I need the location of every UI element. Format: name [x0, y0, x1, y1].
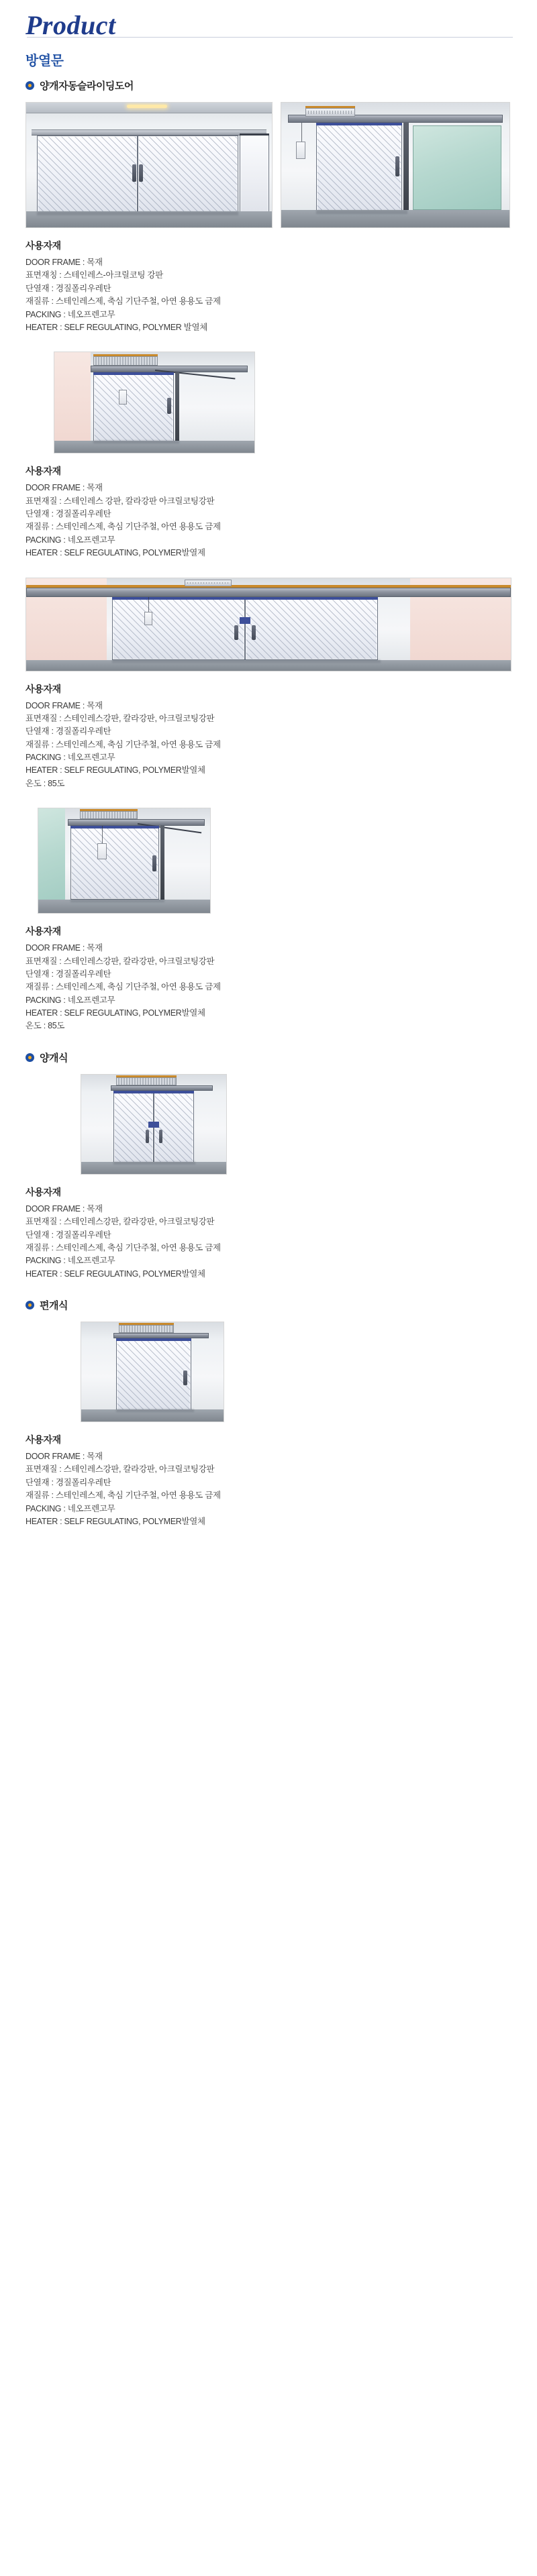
- spec-line: PACKING : 네오프렌고무: [26, 753, 115, 762]
- spec-line: HEATER : SELF REGULATING, POLYMER 발열체: [26, 322, 208, 332]
- spec-block: [26, 239, 537, 334]
- spec-line: 표면재질 : 스테인레스강판, 칼라강판, 아크릴코팅강판: [26, 1464, 215, 1474]
- spec-line: 단열재 : 경질폴리우레탄: [26, 509, 111, 519]
- leaf-top-trim: [113, 1091, 194, 1093]
- control-box: [119, 390, 127, 405]
- spec-line: HEATER : SELF REGULATING, POLYMER발열체: [26, 765, 205, 775]
- photo-row: [26, 578, 537, 672]
- spec-block: [26, 1433, 537, 1528]
- motor-vent-icon: [187, 582, 229, 584]
- spec-line: PACKING : 네오프렌고무: [26, 995, 115, 1005]
- spec-line: 단열재 : 경질폴리우레탄: [26, 1477, 111, 1487]
- spec-line: 표면재질 : 스테인레스강판, 칼라강판, 아크릴코팅강판: [26, 956, 215, 966]
- header-duct: [119, 1325, 174, 1333]
- door-handle: [152, 855, 156, 871]
- spec-line: 재질류 : 스테인레스제, 축심 기단주철, 아연 용용도 금제: [26, 1491, 221, 1501]
- spec-block: [26, 1185, 537, 1281]
- leaf-top-trim: [112, 597, 378, 600]
- spec-line: 재질류 : 스테인레스제, 축심 기단주철, 아연 용용도 금제: [26, 982, 221, 992]
- power-cable: [148, 597, 149, 612]
- leaf-top-trim: [316, 123, 402, 125]
- far-door-header: [240, 133, 269, 136]
- leaf-top-trim: [93, 372, 174, 375]
- center-lock: [240, 617, 250, 624]
- door-handle-right: [159, 1130, 162, 1143]
- spec-line: DOOR FRAME : 목재: [26, 943, 103, 953]
- spec-line: PACKING : 네오프렌고무: [26, 1256, 115, 1266]
- sub-heading-double-type: [26, 1051, 537, 1065]
- control-panel: [97, 843, 107, 859]
- duct-top-trim: [119, 1323, 174, 1325]
- sub-heading-label: 양개자동슬라이딩도어: [40, 80, 134, 92]
- spec-line: PACKING : 네오프렌고무: [26, 309, 115, 319]
- power-cable: [102, 826, 103, 843]
- spec-line: HEATER : SELF REGULATING, POLYMER발열제: [26, 548, 205, 558]
- spec-line: DOOR FRAME : 목재: [26, 483, 103, 493]
- spec-line: HEATER : SELF REGULATING, POLYMER발열체: [26, 1516, 205, 1526]
- door-jamb: [403, 123, 409, 213]
- spec-block: [26, 924, 537, 1033]
- double-type-manual-door-photo: [81, 1074, 227, 1175]
- spec-line: 단열재 : 경질폴리우레탄: [26, 1230, 111, 1240]
- motor-top-trim: [80, 809, 138, 811]
- bullet-dot-icon: [26, 81, 34, 90]
- sub-heading-label: 양개식: [40, 1052, 68, 1064]
- sliding-door-motor-overhead-photo: [54, 352, 255, 453]
- door-leaf: [316, 123, 402, 213]
- cold-room-sliding-door-closed-photo: [26, 102, 273, 228]
- spec-line: 재질류 : 스테인레스제, 축심 기단주철, 아연 용용도 금제: [26, 1242, 221, 1252]
- spec-line: 재질류 : 스테인레스제, 축심 기단주철, 아연 용용도 금제: [26, 522, 221, 532]
- spec-title: 사용자재: [26, 240, 61, 251]
- photo-row: [54, 352, 537, 453]
- floor-shadow: [70, 899, 164, 902]
- control-box: [144, 612, 152, 625]
- spec-title: 사용자재: [26, 926, 61, 937]
- side-wall-green: [38, 808, 65, 913]
- drive-motor-unit: [305, 108, 355, 117]
- door-leaf-left: [113, 1091, 154, 1163]
- green-panel-wall: [413, 125, 501, 210]
- door-handle-left: [146, 1130, 149, 1143]
- spec-line: DOOR FRAME : 목재: [26, 700, 103, 710]
- cold-room-sliding-door-open-photo: [281, 102, 510, 228]
- spec-line: DOOR FRAME : 목재: [26, 258, 103, 267]
- rail-housing: [111, 1085, 213, 1091]
- motor-vent-icon: [308, 111, 352, 114]
- photo-row: [38, 808, 537, 914]
- spec-line: 표면재질 : 스테인레스 강판, 칼라강판 아크릴코팅강판: [26, 496, 215, 506]
- spec-line: 온도 : 85도: [26, 1021, 65, 1031]
- drive-motor-unit: [93, 356, 158, 366]
- spec-line: HEATER : SELF REGULATING, POLYMER발열체: [26, 1008, 205, 1018]
- door-leaf: [93, 372, 174, 442]
- side-wall-warm: [54, 352, 91, 453]
- spec-line: PACKING : 네오프렌고무: [26, 1503, 115, 1513]
- photo-row: [26, 102, 537, 228]
- spec-line: HEATER : SELF REGULATING, POLYMER발열체: [26, 1269, 205, 1279]
- spec-line: 재질류 : 스테인레스제, 축심 기단주철, 아연 용용도 금제: [26, 739, 221, 749]
- sub-heading-single-type: [26, 1298, 537, 1312]
- door-handle-right: [139, 164, 143, 182]
- far-door-leaf: [240, 133, 269, 214]
- floor-shadow: [112, 659, 381, 663]
- door-handle: [183, 1371, 187, 1385]
- door-leaf-left: [112, 597, 245, 660]
- door-handle: [167, 398, 171, 414]
- spec-line: 표면재칭 : 스테인레스-아크릴코팅 강판: [26, 270, 163, 280]
- power-cable: [301, 123, 302, 142]
- bullet-dot-icon: [26, 1301, 34, 1309]
- spec-line: DOOR FRAME : 목재: [26, 1203, 103, 1214]
- door-handle: [395, 156, 399, 176]
- door-leaf-right: [154, 1091, 194, 1163]
- floor-shadow: [116, 1409, 194, 1412]
- sliding-door-with-control-panel-photo: [38, 808, 211, 914]
- double-leaf-sliding-door-wide-photo: [26, 578, 511, 672]
- spec-block: [26, 464, 537, 559]
- floor-shadow: [37, 211, 238, 215]
- page-header: [0, 0, 537, 46]
- spec-line: PACKING : 네오프렌고무: [26, 535, 115, 545]
- spec-title: 사용자재: [26, 1434, 61, 1445]
- door-leaf-left: [37, 136, 138, 213]
- spec-line: 표면재질 : 스테인레스강판, 칼라강판, 아크릴코팅강판: [26, 1217, 215, 1227]
- motor-top-trim: [305, 106, 355, 108]
- rail-housing: [68, 819, 205, 826]
- door-rail: [32, 129, 266, 136]
- spec-title: 사용자재: [26, 683, 61, 694]
- drive-motor-unit: [185, 580, 232, 586]
- door-leaf: [116, 1338, 191, 1411]
- floor-shadow: [93, 440, 179, 443]
- motor-top-trim: [93, 354, 158, 356]
- spec-line: 단열재 : 경질폴리우레탄: [26, 727, 111, 737]
- spec-line: 재질류 : 스테인레스제, 축심 기단주철, 아연 용용도 금제: [26, 297, 221, 307]
- spec-line: 단열재 : 경질폴리우레탄: [26, 283, 111, 293]
- page-title: Product: [26, 10, 116, 40]
- rail-top-trim: [26, 585, 511, 588]
- duct-top-trim: [116, 1075, 177, 1077]
- floor-shadow: [113, 1161, 195, 1165]
- sub-heading-label: 편개식: [40, 1300, 68, 1311]
- spec-title: 사용자재: [26, 1186, 61, 1197]
- door-leaf: [70, 826, 159, 900]
- single-type-manual-door-photo: [81, 1322, 224, 1422]
- bullet-dot-icon: [26, 1053, 34, 1062]
- spec-line: 온도 : 85도: [26, 778, 65, 788]
- center-lock: [148, 1122, 159, 1128]
- door-jamb: [175, 372, 179, 442]
- spec-line: 표면재질 : 스테인레스강판, 칼라강판, 아크릴코팅강판: [26, 713, 215, 723]
- rail-housing: [113, 1333, 209, 1338]
- photo-row: [81, 1322, 537, 1422]
- section-title: 방열문: [26, 54, 64, 68]
- spec-block: [26, 682, 537, 791]
- door-handle-left: [132, 164, 136, 182]
- header-duct: [116, 1077, 177, 1085]
- floor-shadow: [316, 210, 407, 214]
- spec-title: 사용자재: [26, 466, 61, 477]
- rail-housing: [26, 588, 511, 597]
- door-leaf-right: [245, 597, 378, 660]
- spec-line: DOOR FRAME : 목재: [26, 1452, 103, 1461]
- spec-line: 단열재 : 경질폴리우레탄: [26, 969, 111, 979]
- ceiling-lamp-icon: [127, 105, 167, 108]
- door-handle-right: [252, 625, 256, 640]
- drive-motor-unit: [80, 811, 138, 819]
- sub-heading-sliding: [26, 78, 537, 93]
- control-box: [296, 142, 305, 159]
- door-leaf-right: [138, 136, 238, 213]
- leaf-top-trim: [70, 826, 159, 828]
- photo-row: [81, 1074, 537, 1175]
- door-jamb: [160, 826, 164, 900]
- door-handle-left: [234, 625, 238, 640]
- leaf-top-trim: [116, 1338, 191, 1341]
